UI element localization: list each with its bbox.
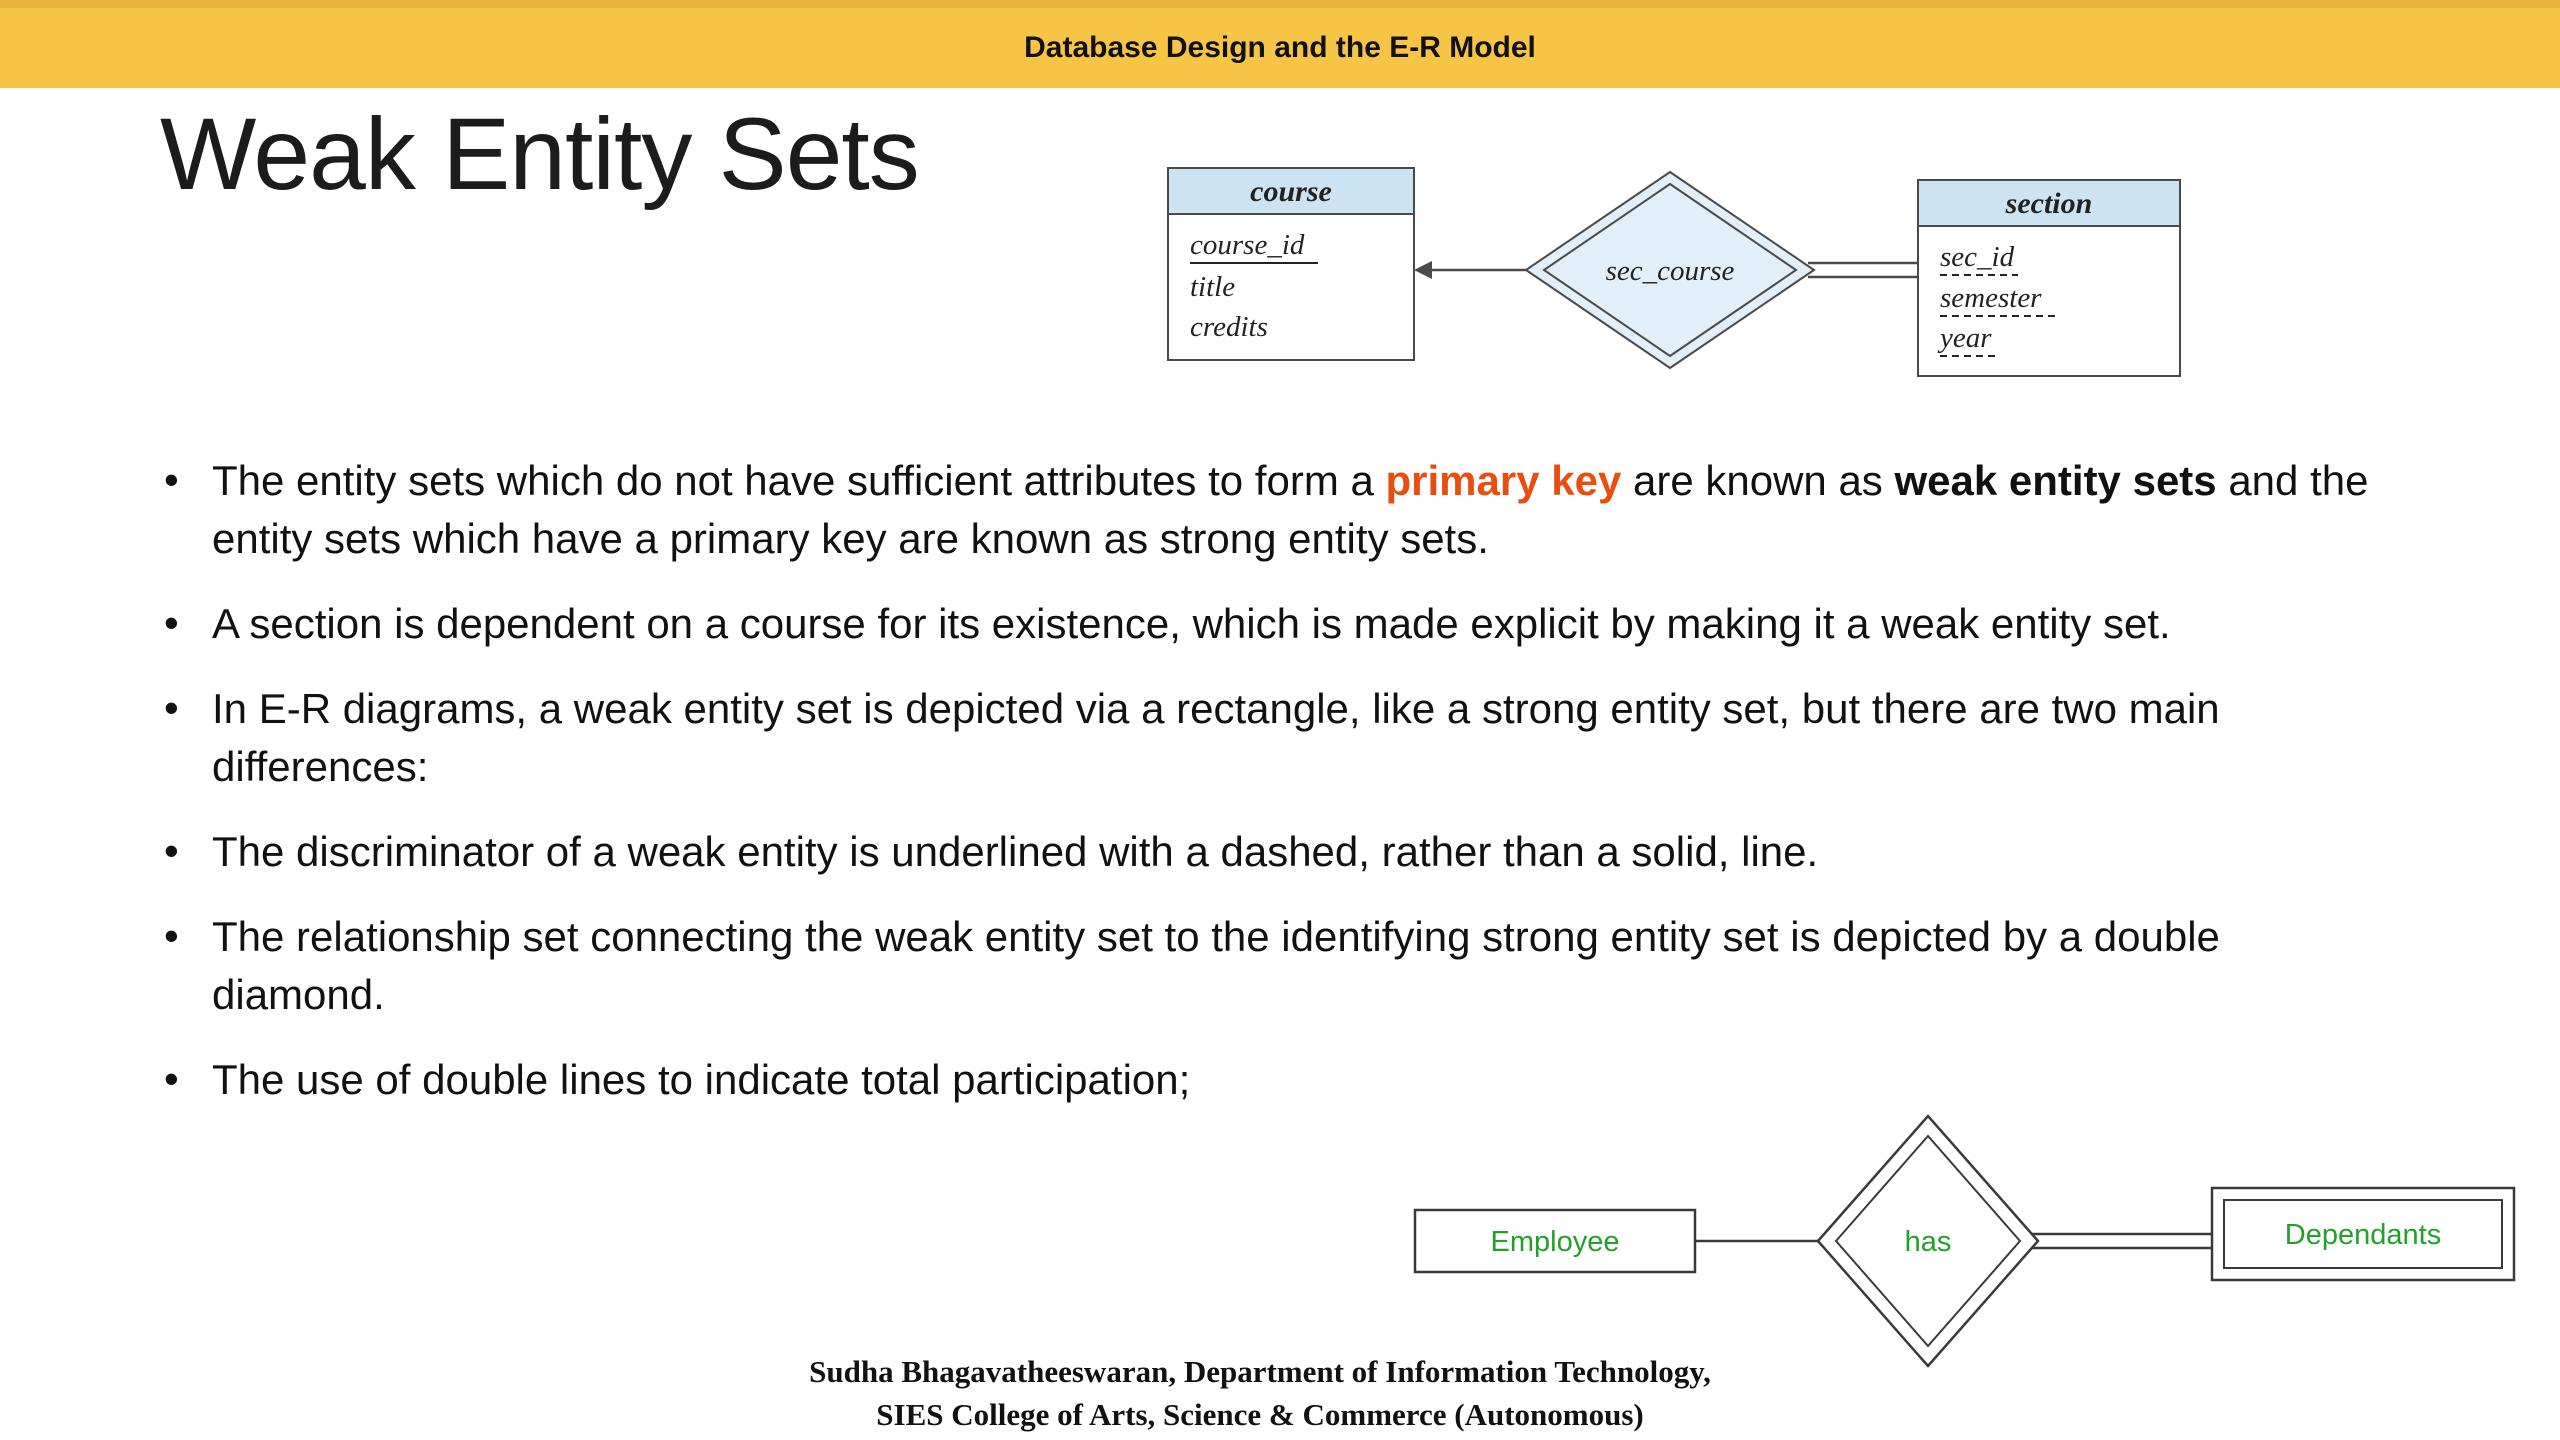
- bullet-text: and the entity sets which have a primary key are known as strong entity sets.: [212, 457, 2369, 562]
- section-entity: [1918, 180, 2180, 376]
- course-attr-credits: credits: [1190, 311, 1268, 343]
- sec-course-relationship: [1526, 172, 1814, 368]
- primary-key-highlight: primary key: [1385, 457, 1622, 504]
- has-relationship: [1818, 1116, 2038, 1366]
- section-entity-name: section: [2005, 187, 2093, 220]
- bullet-list: [160, 452, 2400, 1136]
- section-attr-sec-id: sec_id: [1940, 241, 2015, 273]
- footer-line-2: SIES College of Arts, Science & Commerce (Autonomous): [876, 1397, 1644, 1432]
- employee-entity: [1415, 1210, 1695, 1272]
- course-entity-name: course: [1250, 175, 1332, 208]
- weak-entity-sets-bold: weak entity sets: [1894, 457, 2217, 504]
- employee-label: Employee: [1490, 1226, 1620, 1258]
- bullet-section-dependency: • A section is dependent on a course for its existence, which is made explicit by making it a weak entity set.: [160, 595, 2400, 653]
- bullet-er-depiction: • In E-R diagrams, a weak entity set is depicted via a rectangle, like a strong entity set, but there are two main differences:: [160, 680, 2400, 796]
- section-attr-year: year: [1940, 322, 1992, 354]
- bullet-double-lines: • The use of double lines to indicate total participation;: [160, 1051, 2400, 1109]
- course-entity: [1168, 168, 1414, 360]
- page-title: Weak Entity Sets: [160, 97, 919, 211]
- bullet-text: The entity sets which do not have sufficient attributes to form a: [212, 457, 1386, 504]
- er-diagram-employee-dependants: [1400, 1100, 2530, 1390]
- bullet-weak-entity-definition: [160, 452, 2400, 568]
- course-attr-course-id: course_id: [1190, 229, 1305, 261]
- arrowhead-icon: [1414, 261, 1432, 279]
- er-diagram-course-section: [1160, 150, 2200, 450]
- header-banner: [0, 0, 2560, 88]
- bullet-discriminator-underline: • The discriminator of a weak entity is underlined with a dashed, rather than a solid, line.: [160, 823, 2400, 881]
- bullet-text: are known as: [1621, 457, 1895, 504]
- course-attr-title: title: [1190, 271, 1236, 303]
- footer-credit: [0, 1350, 2520, 1436]
- dependants-entity: [2212, 1188, 2514, 1280]
- footer-line-1: Sudha Bhagavatheeswaran, Department of Information Technology,: [809, 1354, 1711, 1389]
- bullet-double-diamond: • The relationship set connecting the weak entity set to the identifying strong entity set is depicted by a double diamond.: [160, 908, 2400, 1024]
- section-attr-semester: semester: [1940, 282, 2042, 314]
- dependants-label: Dependants: [2284, 1219, 2442, 1251]
- has-label: has: [1904, 1226, 1952, 1258]
- banner-title: Database Design and the E-R Model: [1024, 31, 1536, 64]
- sec-course-label: sec_course: [1605, 255, 1735, 287]
